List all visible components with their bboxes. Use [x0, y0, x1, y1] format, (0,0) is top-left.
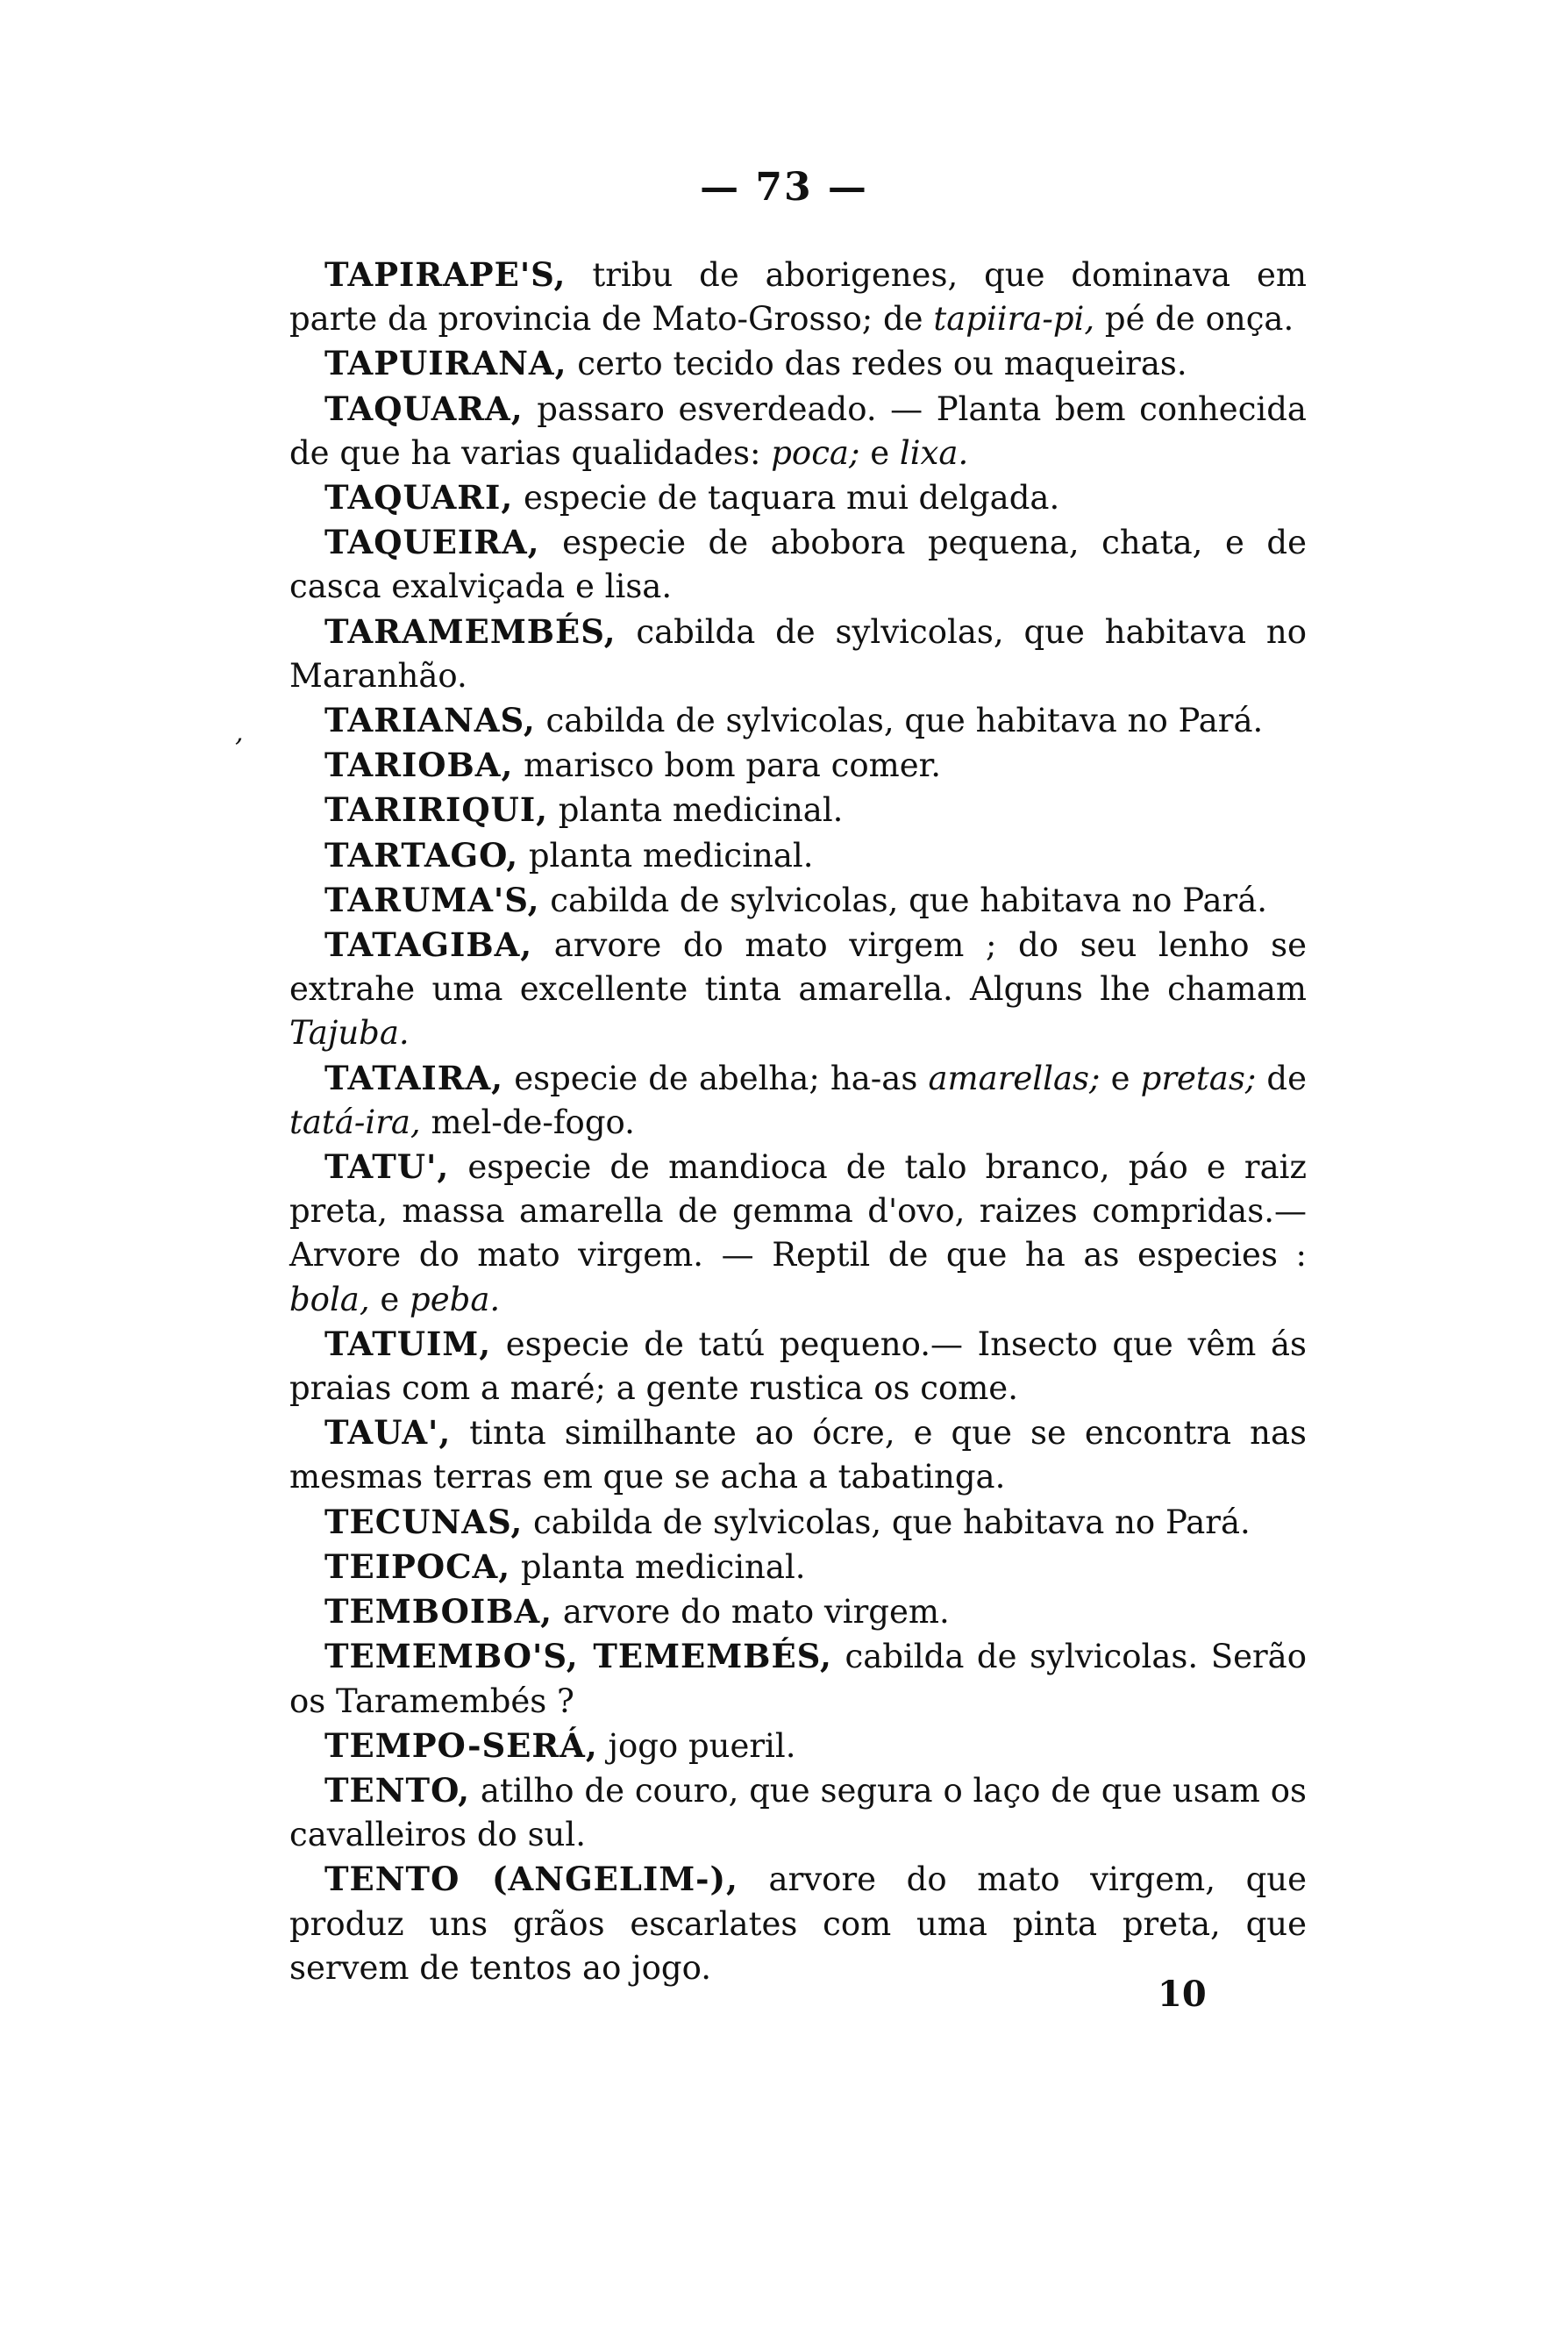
page-number: — 73 — — [700, 165, 868, 210]
entry-headword: TENTO, — [324, 1770, 471, 1810]
entry-headword: TAUA', — [324, 1413, 452, 1453]
entry-headword: TAQUARI, — [324, 478, 514, 518]
dictionary-entry — [289, 1768, 1307, 1857]
dictionary-entry — [289, 878, 1307, 923]
entry-headword: TARTAGO, — [324, 835, 519, 875]
dictionary-text — [289, 253, 1307, 1990]
entry-italic-term: amarellas; — [928, 1059, 1101, 1097]
entry-definition: e — [1100, 1059, 1141, 1097]
dictionary-entry — [289, 387, 1307, 475]
entry-italic-term: pretas; — [1140, 1059, 1257, 1097]
entry-definition: especie de tatú pequeno.— Insecto que vêm ás praias com a maré; a gente rustica os come. — [289, 1325, 1307, 1408]
dictionary-entry — [289, 1724, 1307, 1768]
dictionary-entry — [289, 788, 1307, 832]
entry-headword: TARIOBA, — [324, 746, 514, 785]
entry-definition: mel-de-fogo. — [420, 1103, 635, 1141]
entry-definition: atilho de couro, que segura o laço de que usam os cavalleiros do sul. — [289, 1771, 1307, 1854]
entry-definition: cabilda de sylvicolas. Serão os Taramembés ? — [289, 1638, 1307, 1720]
entry-definition: tinta similhante ao ócre, e que se encontra nas mesmas terras em que se acha a tabatinga. — [289, 1414, 1307, 1496]
entry-definition: passaro esverdeado. — Planta bem conhecida de que ha varias qualidades: — [289, 389, 1307, 472]
entry-definition: arvore do mato virgem. — [552, 1593, 950, 1632]
entry-definition: planta medicinal. — [510, 1547, 806, 1586]
entry-headword: TEIPOCA, — [324, 1546, 511, 1586]
entry-headword: TEMPO-SERÁ, — [324, 1725, 598, 1765]
dictionary-entry — [289, 520, 1307, 609]
entry-headword: TARIRIQUI, — [324, 790, 549, 830]
dictionary-entry — [289, 833, 1307, 878]
signature-mark: 10 — [1158, 1974, 1207, 2015]
entry-headword: TECUNAS, — [324, 1502, 524, 1541]
entry-headword: TAPIRAPE'S, — [324, 255, 567, 294]
dictionary-entry — [289, 923, 1307, 1056]
dictionary-entry — [289, 253, 1307, 341]
dictionary-entry — [289, 743, 1307, 788]
entry-headword: TEMBOIBA, — [324, 1592, 553, 1632]
entry-headword: TARUMA'S, — [324, 880, 540, 919]
dictionary-entry — [289, 1056, 1307, 1145]
entry-definition: marisco bom para comer. — [513, 746, 941, 785]
dictionary-entry — [289, 1857, 1307, 1990]
entry-headword: TAQUEIRA, — [324, 523, 540, 562]
entry-definition: e — [369, 1280, 410, 1318]
entry-definition: especie de abelha; ha-as — [503, 1059, 929, 1097]
entry-italic-term: Tajuba. — [289, 1014, 410, 1053]
entry-definition: cabilda de sylvicolas, que habitava no Maranhão. — [289, 612, 1307, 695]
entry-definition: tribu de aborigenes, que dominava em parte da provincia de Mato-Grosso; de — [289, 256, 1307, 339]
entry-italic-term: bola, — [289, 1280, 370, 1318]
dictionary-entry — [289, 1634, 1307, 1723]
entry-headword: TATUIM, — [324, 1324, 492, 1363]
entry-italic-term: tapiira-pi, — [933, 300, 1095, 339]
dictionary-entry — [289, 698, 1307, 743]
entry-definition: arvore do mato virgem, que produz uns grãos escarlates com uma pinta preta, que servem de tentos ao jogo. — [289, 1860, 1308, 1987]
entry-headword: TARAMEMBÉS, — [324, 611, 617, 651]
entry-headword: TAQUARA, — [324, 389, 524, 428]
entry-italic-term: lixa. — [899, 433, 969, 472]
entry-definition: e — [859, 433, 900, 472]
dictionary-entry — [289, 341, 1307, 386]
entry-headword: TATU', — [324, 1147, 450, 1187]
entry-headword: TAPUIRANA, — [324, 344, 567, 383]
dictionary-entry — [289, 1145, 1307, 1322]
entry-headword: TEMEMBO'S, TEMEMBÉS, — [324, 1637, 832, 1676]
dictionary-entry — [289, 1500, 1307, 1545]
entry-definition: jogo pueril. — [597, 1726, 796, 1765]
entry-definition: planta medicinal. — [548, 791, 844, 830]
entry-definition: especie de mandioca de talo branco, páo e raiz preta, massa amarella de gemma d'ovo, raizes compridas.— Arvore do mato virgem. — Reptil de que ha as especies : — [289, 1148, 1307, 1275]
entry-definition: certo tecido das redes ou maqueiras. — [567, 345, 1187, 383]
entry-definition: cabilda de sylvicolas, que habitava no Pará. — [539, 881, 1268, 919]
entry-definition: especie de taquara mui delgada. — [513, 479, 1060, 518]
entry-definition: especie de abobora pequena, chata, e de casca exalviçada e lisa. — [289, 524, 1307, 606]
entry-definition: cabilda de sylvicolas, que habitava no Pará. — [535, 702, 1264, 740]
entry-definition: de — [1256, 1059, 1308, 1097]
dictionary-entry — [289, 1545, 1307, 1589]
dictionary-entry — [289, 475, 1307, 520]
entry-italic-term: peba. — [410, 1280, 501, 1318]
entry-headword: TATAGIBA, — [324, 925, 533, 965]
entry-headword: TATAIRA, — [324, 1058, 504, 1097]
entry-definition: planta medicinal. — [518, 836, 814, 875]
margin-mark: , — [235, 718, 244, 748]
entry-italic-term: poca; — [771, 433, 860, 472]
dictionary-entry — [289, 1589, 1307, 1634]
entry-italic-term: tatá-ira, — [289, 1103, 421, 1141]
dictionary-entry — [289, 1322, 1307, 1410]
entry-definition: arvore do mato virgem ; do seu lenho se extrahe uma excellente tinta amarella. Alguns lhe chamam — [289, 926, 1307, 1009]
entry-definition: pé de onça. — [1094, 300, 1294, 339]
dictionary-entry — [289, 1410, 1307, 1499]
entry-headword: TARIANAS, — [324, 701, 536, 740]
entry-definition: cabilda de sylvicolas, que habitava no Pará. — [523, 1503, 1251, 1541]
dictionary-entry — [289, 610, 1307, 698]
entry-headword: TENTO (ANGELIM-), — [324, 1860, 738, 1899]
